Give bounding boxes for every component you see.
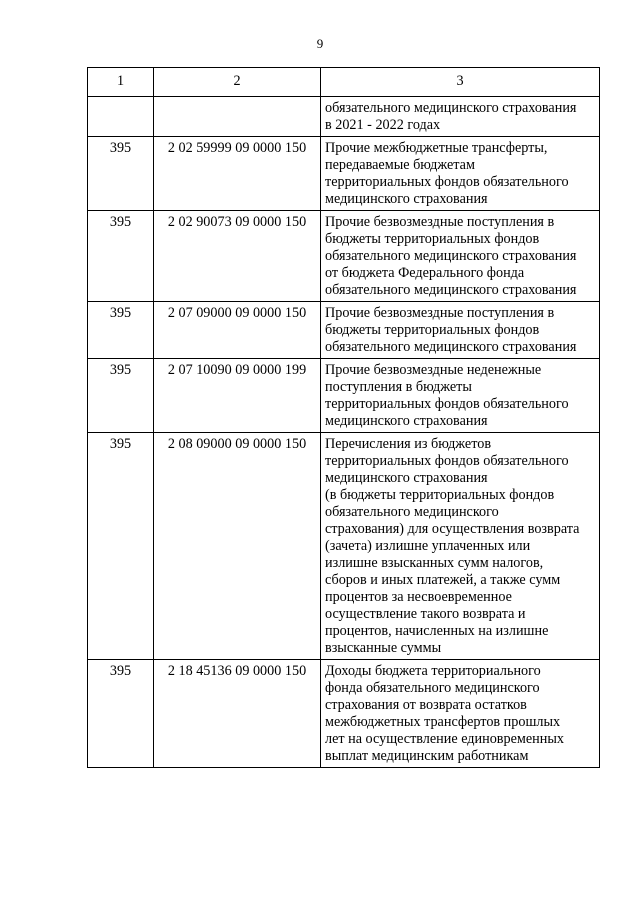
description-line: обязательного медицинского [325,504,499,520]
column-header-3: 3 [321,68,600,97]
description-line: обязательного медицинского страхования [325,248,577,264]
column-header-2: 2 [154,68,321,97]
description-line: процентов за несвоевременное [325,589,512,605]
description-line: Доходы бюджета территориального [325,663,541,679]
description-line: выплат медицинским работникам [325,748,529,764]
description-line: Прочие безвозмездные неденежные [325,362,542,378]
description-cell [321,660,600,768]
description-line: Перечисления из бюджетов [325,436,492,452]
admin-code-cell: 395 [88,660,154,768]
revenue-code-cell: 2 02 59999 09 0000 150 [154,137,321,211]
description-line: страхования) для осуществления возврата [325,521,580,537]
description-line: в 2021 - 2022 годах [325,117,441,133]
table-row [88,433,600,660]
description-line: фонда обязательного медицинского [325,680,540,696]
revenue-codes-table [87,67,600,768]
description-line: бюджеты территориальных фондов [325,231,540,247]
table-row [88,137,600,211]
description-cell [321,359,600,433]
description-line: передаваемые бюджетам [325,157,475,173]
description-cell [321,302,600,359]
description-line: бюджеты территориальных фондов [325,322,540,338]
admin-code-cell [88,97,154,137]
table-row [88,359,600,433]
description-line: осуществление такого возврата и [325,606,526,622]
description-line: Прочие безвозмездные поступления в [325,305,555,321]
description-cell [321,211,600,302]
revenue-code-cell: 2 02 90073 09 0000 150 [154,211,321,302]
admin-code-cell: 395 [88,211,154,302]
description-line: Прочие безвозмездные поступления в [325,214,555,230]
table-row [88,660,600,768]
description-cell [321,137,600,211]
description-line: (зачета) излишне уплаченных или [325,538,531,554]
admin-code-cell: 395 [88,359,154,433]
description-line: территориальных фондов обязательного [325,453,569,469]
admin-code-cell: 395 [88,302,154,359]
revenue-code-cell: 2 18 45136 09 0000 150 [154,660,321,768]
description-line: медицинского страхования [325,191,488,207]
admin-code-cell: 395 [88,137,154,211]
description-line: лет на осуществление единовременных [325,731,564,747]
description-line: обязательного медицинского страхования [325,282,577,298]
description-line: страхования от возврата остатков [325,697,527,713]
revenue-code-cell: 2 07 09000 09 0000 150 [154,302,321,359]
description-line: территориальных фондов обязательного [325,396,569,412]
description-line: излишне взысканных сумм налогов, [325,555,544,571]
table-row [88,97,600,137]
description-line: территориальных фондов обязательного [325,174,569,190]
column-header-1: 1 [88,68,154,97]
description-line: взысканные суммы [325,640,442,656]
revenue-code-cell: 2 08 09000 09 0000 150 [154,433,321,660]
description-line: поступления в бюджеты [325,379,472,395]
description-cell [321,433,600,660]
page-number: 9 [316,36,324,51]
revenue-code-cell: 2 07 10090 09 0000 199 [154,359,321,433]
description-line: медицинского страхования [325,413,488,429]
description-line: межбюджетных трансфертов прошлых [325,714,561,730]
table-row [88,302,600,359]
description-line: медицинского страхования [325,470,488,486]
description-line: процентов, начисленных на излишне [325,623,549,639]
description-line: сборов и иных платежей, а также сумм [325,572,561,588]
revenue-code-cell [154,97,321,137]
description-cell [321,97,600,137]
description-line: обязательного медицинского страхования [325,339,577,355]
table-header-row [88,68,600,97]
description-line: Прочие межбюджетные трансферты, [325,140,548,156]
description-line: (в бюджеты территориальных фондов [325,487,555,503]
admin-code-cell: 395 [88,433,154,660]
table-row [88,211,600,302]
description-line: обязательного медицинского страхования [325,100,577,116]
description-line: от бюджета Федерального фонда [325,265,525,281]
